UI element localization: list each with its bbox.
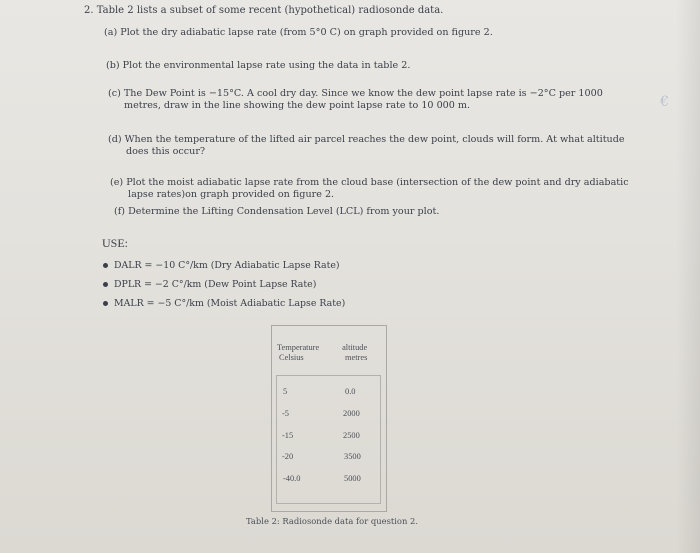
question-d-line2: does this occur?	[126, 146, 206, 157]
table-header-temperature	[277, 343, 319, 363]
question-c-line1: (c) The Dew Point is −15°C. A cool dry day. Since we know the dew point lapse rate is −2°C per 1000	[108, 88, 603, 99]
header-temperature-line1: Temperature	[277, 343, 320, 352]
table-header-altitude	[342, 343, 367, 363]
header-altitude-line1: altitude	[342, 343, 368, 352]
table-cell-alt: 5000	[344, 474, 361, 483]
table-cell-temp: 5	[283, 387, 288, 396]
table-cell-alt: 2000	[343, 409, 360, 418]
question-a: (a) Plot the dry adiabatic lapse rate (from 5°0 C) on graph provided on figure 2.	[104, 27, 493, 38]
table-cell-alt: 0.0	[345, 387, 356, 396]
table-cell-temp: -40.0	[283, 474, 301, 483]
question-e-line1: (e) Plot the moist adiabatic lapse rate from the cloud base (intersection of the dew point and dry adiabatic	[110, 177, 629, 188]
question-b: (b) Plot the environmental lapse rate using the data in table 2.	[106, 60, 411, 71]
table-cell-temp: -15	[282, 431, 294, 440]
table-cell-temp: -5	[282, 409, 289, 418]
bullet-icon	[103, 301, 108, 306]
header-altitude-line2: metres	[345, 353, 368, 362]
question-f: (f) Determine the Lifting Condensation Level (LCL) from your plot.	[114, 206, 440, 217]
use-item-text: DALR = −10 C°/km (Dry Adiabatic Lapse Rate)	[114, 260, 340, 271]
use-item-malr	[103, 298, 345, 309]
use-item-text: MALR = −5 C°/km (Moist Adiabatic Lapse Rate)	[114, 298, 346, 309]
table-cell-alt: 2500	[343, 431, 360, 440]
table-cell-alt: 3500	[344, 452, 361, 461]
header-temperature-line2: Celsius	[279, 353, 304, 362]
bullet-icon	[103, 263, 108, 268]
use-item-text: DPLR = −2 C°/km (Dew Point Lapse Rate)	[114, 279, 317, 290]
table-caption: Table 2: Radiosonde data for question 2.	[246, 516, 419, 526]
question-d-line1: (d) When the temperature of the lifted air parcel reaches the dew point, clouds will form. At what altitude	[108, 134, 625, 145]
use-item-dplr	[103, 279, 316, 290]
question-header: 2. Table 2 lists a subset of some recent (hypothetical) radiosonde data.	[84, 5, 444, 16]
question-c-line2: metres, draw in the line showing the dew point lapse rate to 10 000 m.	[124, 100, 471, 111]
page-shadow	[676, 0, 700, 553]
use-item-dalr	[103, 260, 340, 271]
table-cell-temp: -20	[282, 452, 294, 461]
use-heading: USE:	[102, 236, 129, 250]
question-e-line2: lapse rates)on graph provided on figure 2.	[128, 189, 335, 200]
bullet-icon	[103, 282, 108, 287]
page-edge-mark: €	[660, 94, 669, 110]
